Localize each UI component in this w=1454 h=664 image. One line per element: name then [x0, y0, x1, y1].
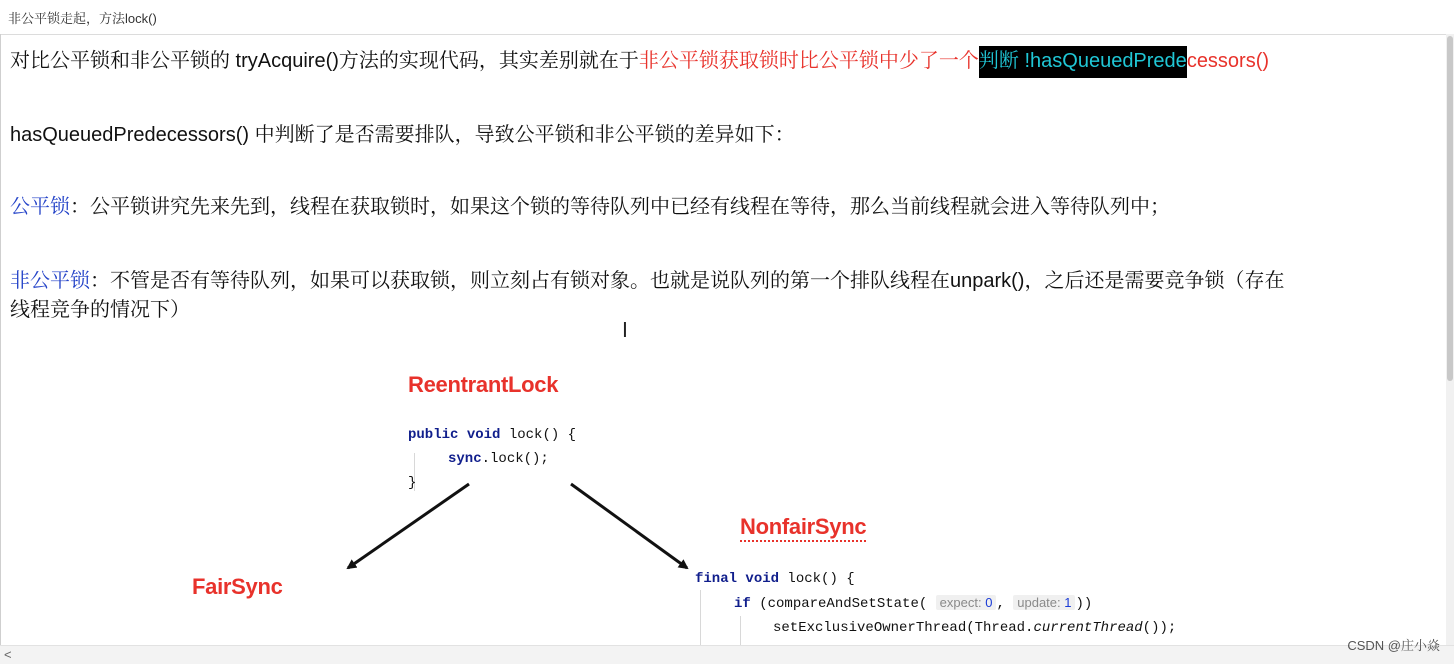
scroll-left-arrow-icon[interactable]: < — [4, 647, 12, 662]
paragraph-nonfair-lock-line2: 线程竞争的情况下） — [10, 299, 190, 321]
vertical-scrollbar[interactable] — [1446, 34, 1454, 646]
vertical-scrollbar-thumb[interactable] — [1447, 36, 1453, 381]
text-cursor-icon: I — [622, 318, 628, 342]
title-bar — [0, 0, 1454, 35]
reentrantlock-title: ReentrantLock — [408, 372, 559, 397]
paragraph-comparison-red-text: 非公平锁获取锁时比公平锁中少了一个 — [638, 50, 979, 72]
horizontal-scrollbar[interactable] — [0, 645, 1454, 664]
nonfairsync-title: NonfairSync — [740, 514, 866, 542]
arrow-to-fairsync — [348, 484, 469, 568]
code-text: (compareAndSetState( — [750, 596, 928, 612]
fair-lock-text: ：公平锁讲究先来先到，线程在获取锁时，如果这个锁的等待队列中已经有线程在等待，那么当前线程就会进入等待队列中； — [70, 196, 1170, 218]
code-keyword: public — [408, 427, 459, 443]
code-keyword: if — [734, 596, 751, 612]
lock-diagram — [0, 350, 1454, 646]
code-text: , — [996, 596, 1005, 612]
code-line: } — [408, 475, 417, 491]
param-hint-label: update: — [1017, 595, 1061, 610]
paragraph-nonfair-lock — [10, 266, 1284, 296]
fairsync-title: FairSync — [192, 574, 283, 599]
param-hint-label: expect: — [939, 595, 982, 610]
code-line — [695, 591, 1176, 616]
paragraph-comparison-text: 对比公平锁和非公平锁的 tryAcquire()方法的实现代码，其实差别就在于 — [10, 50, 639, 72]
paragraph-comparison — [10, 46, 1269, 78]
code-keyword: sync — [448, 451, 482, 467]
paragraph-hasqueued: hasQueuedPredecessors() 中判断了是否需要排队，导致公平锁和非公平锁的差异如下： — [10, 124, 795, 146]
fair-lock-label: 公平锁 — [10, 196, 70, 218]
nonfair-lock-label: 非公平锁 — [10, 270, 90, 292]
code-text: )) — [1075, 596, 1093, 612]
code-keyword: void — [466, 427, 501, 443]
watermark: CSDN @庄小焱 — [1347, 638, 1440, 653]
code-line — [695, 567, 1176, 591]
code-text: ()); — [1142, 620, 1177, 636]
code-text: lock() { — [779, 571, 855, 587]
nonfairsync-code — [695, 567, 1176, 640]
param-hint — [936, 595, 997, 610]
arrow-to-nonfairsync — [571, 484, 687, 568]
code-text: .lock(); — [481, 451, 549, 467]
code-keyword: void — [745, 571, 780, 587]
paragraph-fair-lock — [10, 192, 1170, 222]
code-text: lock() { — [500, 427, 577, 443]
nonfair-lock-text-line1: ：不管是否有等待队列，如果可以获取锁，则立刻占有锁对象。也就是说队列的第一个排队线程在unpark()，之后还是需要竞争锁（存在 — [90, 270, 1285, 292]
param-hint-value: 0 — [985, 595, 993, 610]
highlighted-selection: 判断 !hasQueuedPrede — [979, 46, 1187, 78]
page-title: 非公平锁走起，方法lock() — [8, 11, 157, 26]
code-text: setExclusiveOwnerThread(Thread. — [773, 620, 1034, 636]
param-hint — [1013, 595, 1075, 610]
code-text: currentThread — [1033, 620, 1143, 636]
code-line — [695, 616, 1176, 640]
paragraph-comparison-red-tail: cessors() — [1186, 50, 1270, 72]
code-keyword: final — [695, 571, 738, 587]
param-hint-value: 1 — [1064, 595, 1072, 610]
